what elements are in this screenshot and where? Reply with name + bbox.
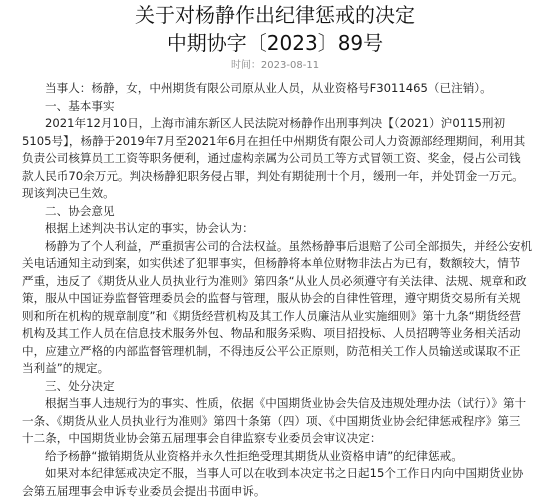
section-heading-facts: 一、基本事实 [45, 98, 115, 113]
facts-paragraph: 2021年12月10日，上海市浦东新区人民法院对杨静作出刑事判决【（2021）沪0115刑初5105号】，杨静于2019年7月至2021年6月在担任中州期货有限公司人力资源部经理期间，利用其负责公司核算员工工资等职务便利，通过虚构亲属为公司员工等方式冒领工资、奖金，侵占公司钱款人民币70余万元。判决杨静犯职务侵占罪，判处有期徒刑十个月，缓刑一年，并处罚金一万元。现该判决已生效。 [22, 116, 526, 200]
party-paragraph: 当事人：杨静，女，中州期货有限公司原从业人员，从业资格号F3011465（已注销）。 [45, 81, 492, 95]
document-body [22, 80, 532, 500]
opinion-paragraph: 杨静为了个人利益，严重损害公司的合法权益。虽然杨静事后退赔了公司全部损失，并经公安机关电话通知主动到案，如实供述了犯罪事实，但杨静将本单位财物非法占为已有，数额较大，情节严重，违反了《期货从业人员执业行为准则》第四条“从业人员必须遵守有关法律、法规、规章和政策，服从中国证券监督管理委员会的监督与管理，服从协会的自律性管理，遵守期货交易所有关规则和所在机构的规章制度”和《期货经营机构及其工作人员廉洁从业实施细则》第十九条“期货经营机构及其工作人员在信息技术服务外包、物品和服务采购、项目招投标、人员招聘等业务相关活动中，应建立严格的内部监督管理机制，不得违反公平公正原则，防范相关工作人员输送或谋取不正当利益”的规定。 [22, 238, 532, 375]
section-heading-decision: 三、处分决定 [45, 378, 115, 393]
decision-basis-paragraph: 根据当事人违规行为的事实、性质，依据《中国期货业协会失信及违规处理办法（试行）》第十一条、《期货从业人员执业行为准则》第四十条第（四）项、《中国期货业协会纪律惩戒程序》第三十二条，中国期货业协会第五届理事会自律监察专业委员会审议决定： [22, 396, 527, 445]
decision-paragraph: 给予杨静“撤销期货从业资格并永久性拒绝受理其期货从业资格申请”的纪律惩戒。 [45, 448, 463, 463]
section-heading-opinion: 二、协会意见 [45, 203, 115, 218]
opinion-intro-paragraph: 根据上述判决书认定的事实，协会认为： [45, 221, 254, 235]
publish-date: 时间：2023-08-11 [230, 60, 320, 71]
document-number: 中期协字〔2023〕89号 [166, 31, 384, 55]
document-title: 关于对杨静作出纪律惩戒的决定 [135, 3, 415, 27]
appeal-paragraph: 如果对本纪律惩戒决定不服，当事人可以在收到本决定书之日起15个工作日内向中国期货业协会第五届理事会申诉专业委员会提出书面申诉。 [22, 466, 524, 498]
